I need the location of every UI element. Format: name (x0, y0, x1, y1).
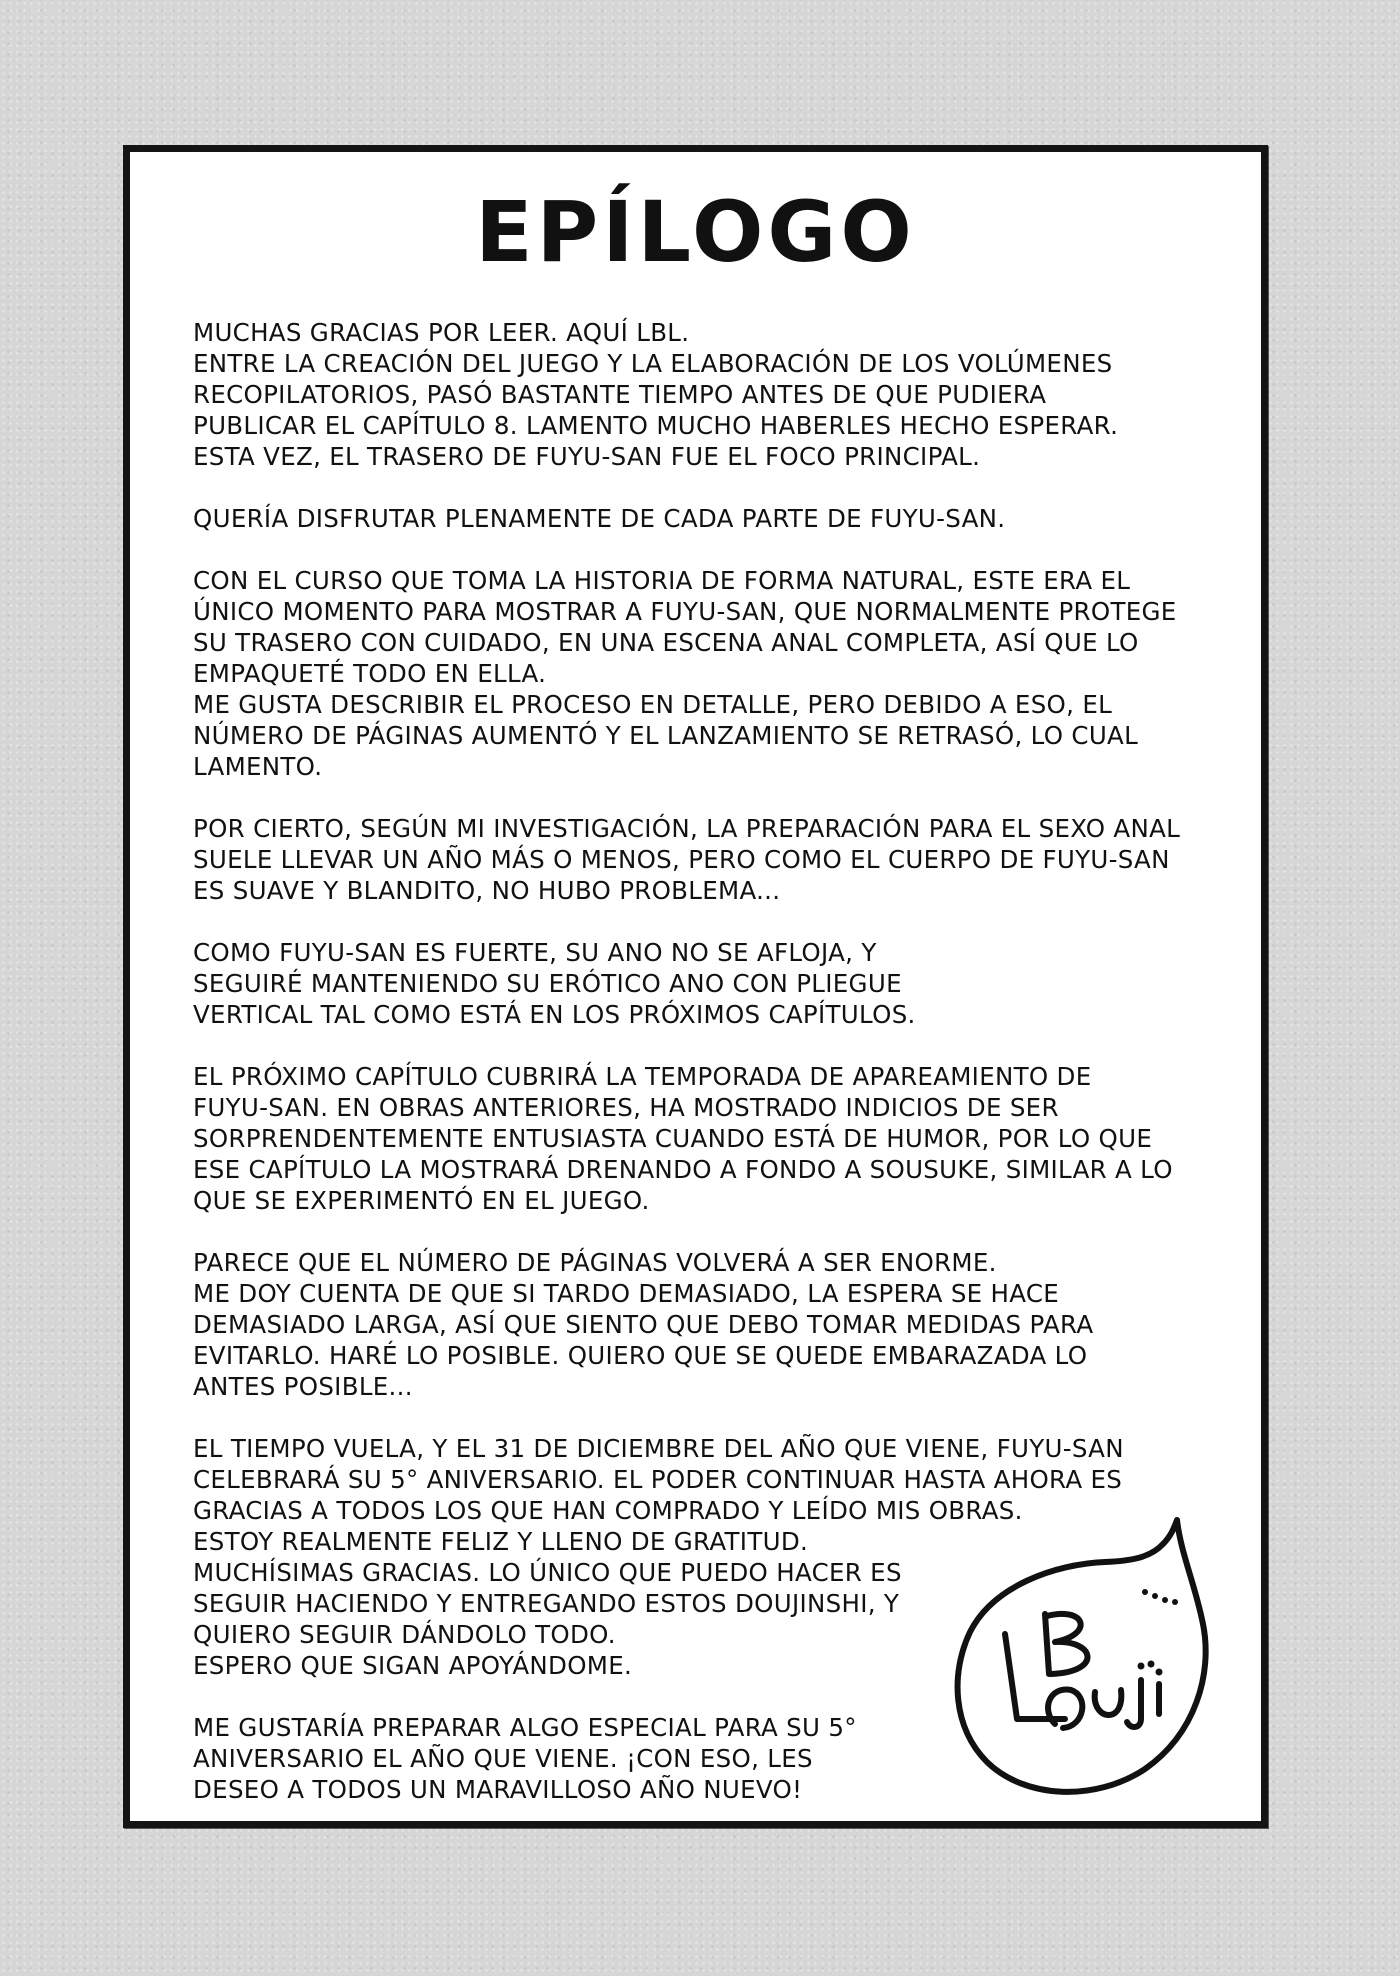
text-line: COMO FUYU-SAN ES FUERTE, SU ANO NO SE AFLOJA, Y (193, 938, 877, 967)
text-line: ANIVERSARIO EL AÑO QUE VIENE. ¡CON ESO, LES (193, 1744, 813, 1773)
paragraph (193, 317, 1203, 472)
text-line: ESTOY REALMENTE FELIZ Y LLENO DE GRATITUD. (193, 1527, 809, 1556)
text-line: ME GUSTARÍA PREPARAR ALGO ESPECIAL PARA SU 5° (193, 1713, 857, 1742)
text-line: SORPRENDENTEMENTE ENTUSIASTA CUANDO ESTÁ DE HUMOR, POR LO QUE (193, 1124, 1153, 1153)
text-line: MUCHÍSIMAS GRACIAS. LO ÚNICO QUE PUEDO HACER ES (193, 1558, 902, 1587)
text-line: DESEO A TODOS UN MARAVILLOSO AÑO NUEVO! (193, 1775, 803, 1804)
text-line: FUYU-SAN. EN OBRAS ANTERIORES, HA MOSTRADO INDICIOS DE SER (193, 1093, 1059, 1122)
text-line: SEGUIRÉ MANTENIENDO SU ERÓTICO ANO CON PLIEGUE (193, 969, 902, 998)
text-line: DEMASIADO LARGA, ASÍ QUE SIENTO QUE DEBO TOMAR MEDIDAS PARA (193, 1310, 1094, 1339)
text-line: ÚNICO MOMENTO PARA MOSTRAR A FUYU-SAN, QUE NORMALMENTE PROTEGE (193, 597, 1177, 626)
text-line: SUELE LLEVAR UN AÑO MÁS O MENOS, PERO COMO EL CUERPO DE FUYU-SAN (193, 845, 1170, 874)
paragraph (193, 503, 1203, 534)
text-line: ME GUSTA DESCRIBIR EL PROCESO EN DETALLE, PERO DEBIDO A ESO, EL (193, 690, 1113, 719)
text-line: PUBLICAR EL CAPÍTULO 8. LAMENTO MUCHO HABERLES HECHO ESPERAR. (193, 411, 1119, 440)
text-line: CON EL CURSO QUE TOMA LA HISTORIA DE FORMA NATURAL, ESTE ERA EL (193, 566, 1131, 595)
epilogue-page-frame (123, 145, 1268, 1828)
text-line: CELEBRARÁ SU 5° ANIVERSARIO. EL PODER CONTINUAR HASTA AHORA ES (193, 1465, 1123, 1494)
text-line: ESE CAPÍTULO LA MOSTRARÁ DRENANDO A FONDO A SOUSUKE, SIMILAR A LO (193, 1155, 1173, 1184)
text-line: POR CIERTO, SEGÚN MI INVESTIGACIÓN, LA PREPARACIÓN PARA EL SEXO ANAL (193, 814, 1181, 843)
paragraph (193, 813, 1203, 906)
text-line: QUIERO SEGUIR DÁNDOLO TODO. (193, 1620, 616, 1649)
paragraph (193, 565, 1203, 782)
text-line: ENTRE LA CREACIÓN DEL JUEGO Y LA ELABORACIÓN DE LOS VOLÚMENES (193, 349, 1113, 378)
page-title: EPÍLOGO (475, 183, 916, 281)
text-line: GRACIAS A TODOS LOS QUE HAN COMPRADO Y LEÍDO MIS OBRAS. (193, 1496, 1023, 1525)
text-line: ESTA VEZ, EL TRASERO DE FUYU-SAN FUE EL FOCO PRINCIPAL. (193, 442, 981, 471)
text-line: ESPERO QUE SIGAN APOYÁNDOME. (193, 1651, 633, 1680)
text-line: ME DOY CUENTA DE QUE SI TARDO DEMASIADO, LA ESPERA SE HACE (193, 1279, 1060, 1308)
paragraph (193, 937, 1203, 1030)
text-line: ES SUAVE Y BLANDITO, NO HUBO PROBLEMA... (193, 876, 781, 905)
text-line: EVITARLO. HARÉ LO POSIBLE. QUIERO QUE SE QUEDE EMBARAZADA LO (193, 1341, 1088, 1370)
author-signature-icon (945, 1514, 1245, 1804)
text-line: LAMENTO. (193, 752, 323, 781)
text-line: PARECE QUE EL NÚMERO DE PÁGINAS VOLVERÁ A SER ENORME. (193, 1248, 997, 1277)
text-line: QUE SE EXPERIMENTÓ EN EL JUEGO. (193, 1186, 650, 1215)
text-line: VERTICAL TAL COMO ESTÁ EN LOS PRÓXIMOS CAPÍTULOS. (193, 1000, 916, 1029)
text-line: QUERÍA DISFRUTAR PLENAMENTE DE CADA PARTE DE FUYU-SAN. (193, 504, 1006, 533)
text-line: EMPAQUETÉ TODO EN ELLA. (193, 659, 547, 688)
text-line: EL TIEMPO VUELA, Y EL 31 DE DICIEMBRE DEL AÑO QUE VIENE, FUYU-SAN (193, 1434, 1124, 1463)
text-line: MUCHAS GRACIAS POR LEER. AQUÍ LBL. (193, 318, 690, 347)
paragraph (193, 1061, 1203, 1216)
text-line: EL PRÓXIMO CAPÍTULO CUBRIRÁ LA TEMPORADA DE APAREAMIENTO DE (193, 1062, 1092, 1091)
text-line: NÚMERO DE PÁGINAS AUMENTÓ Y EL LANZAMIENTO SE RETRASÓ, LO CUAL (193, 721, 1139, 750)
text-line: ANTES POSIBLE... (193, 1372, 413, 1401)
text-line: RECOPILATORIOS, PASÓ BASTANTE TIEMPO ANTES DE QUE PUDIERA (193, 380, 1047, 409)
text-line: SEGUIR HACIENDO Y ENTREGANDO ESTOS DOUJINSHI, Y (193, 1589, 900, 1618)
paragraph (193, 1247, 1203, 1402)
text-line: SU TRASERO CON CUIDADO, EN UNA ESCENA ANAL COMPLETA, ASÍ QUE LO (193, 628, 1139, 657)
